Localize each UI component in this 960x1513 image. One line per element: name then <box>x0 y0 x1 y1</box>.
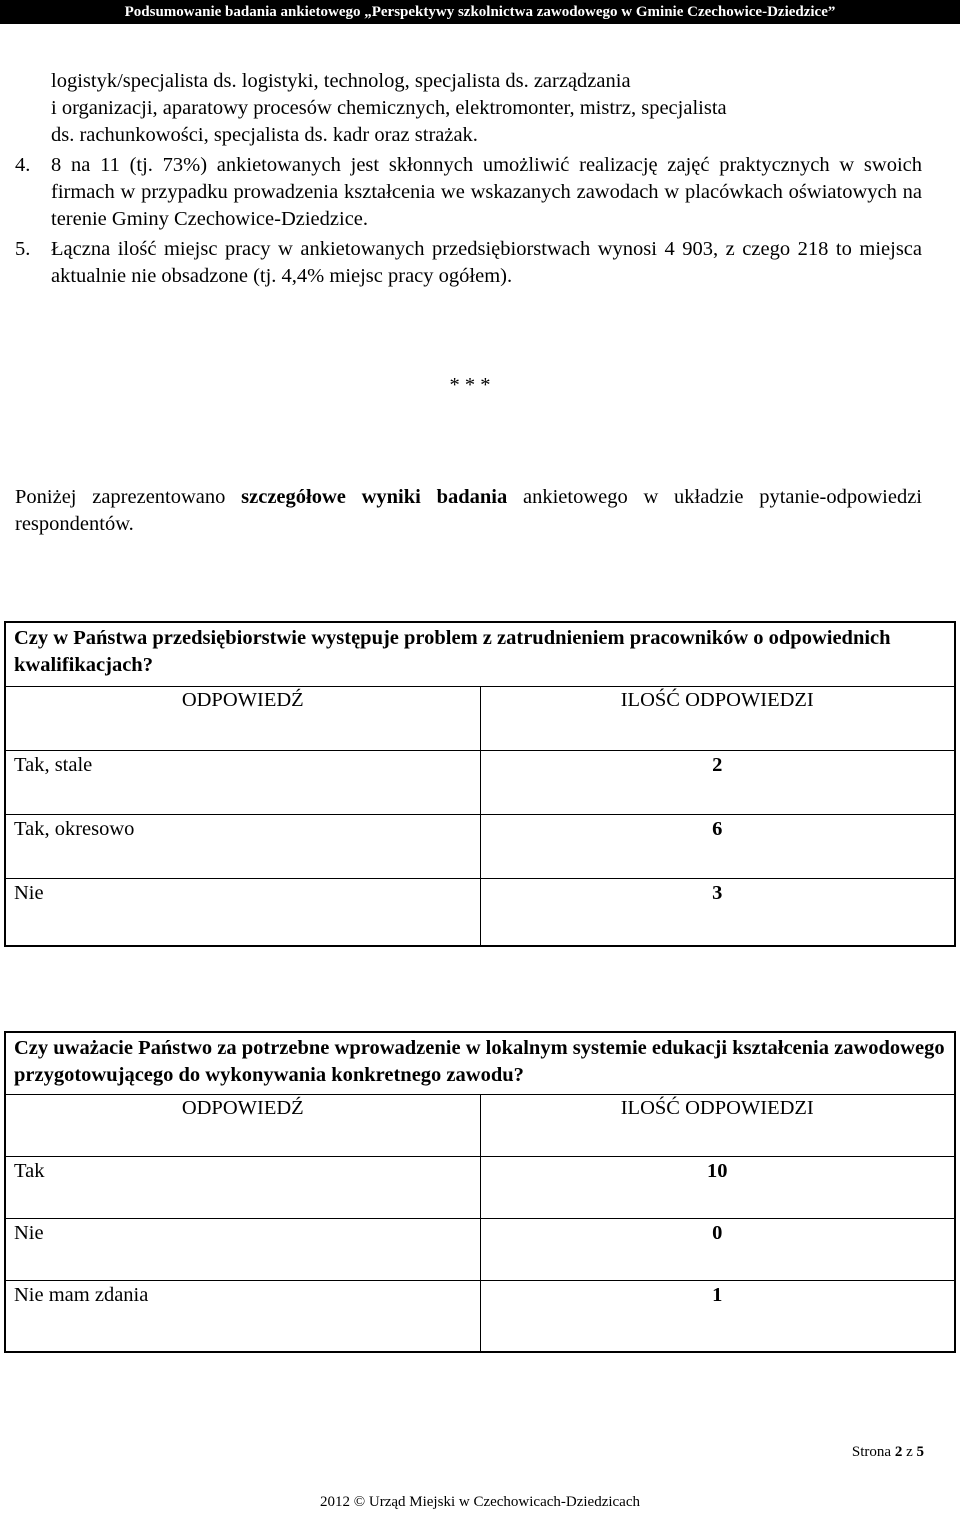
page-total: 5 <box>916 1444 924 1460</box>
findings-continuation-line: i organizacji, aparatowy procesów chemicznych, elektromonter, mistrz, specjalista <box>51 97 727 119</box>
intro-text-before: Poniżej zaprezentowano <box>15 486 242 508</box>
table-row <box>5 878 955 946</box>
finding-text: Łączna ilość miejsc pracy w ankietowanych przedsiębiorstwach wynosi 4 903, z czego 218 to miejsca aktualnie nie obsadzone (tj. 4,4% miejsc pracy ogółem). <box>51 238 922 287</box>
count-cell: 3 <box>480 878 955 946</box>
finding-number: 5. <box>15 238 31 260</box>
count-cell: 6 <box>480 814 955 878</box>
table-row <box>5 1280 955 1352</box>
table-row <box>5 1218 955 1280</box>
survey-question: Czy uważacie Państwo za potrzebne wprowadzenie w lokalnym systemie edukacji kształcenia zawodowego przygotowującego do wykonywania konkretnego zawodu? <box>5 1032 955 1094</box>
intro-text-after: ankietowego w układzie pytanie-odpowiedzi respondentów. <box>15 486 922 535</box>
survey-question: Czy w Państwa przedsiębiorstwie występuje problem z zatrudnieniem pracowników o odpowiednich kwalifikacjach? <box>5 622 955 686</box>
page-current: 2 <box>894 1444 903 1460</box>
finding-number: 4. <box>15 154 31 176</box>
page-of: z <box>906 1444 913 1460</box>
count-cell: 0 <box>480 1218 955 1280</box>
answer-cell: Nie <box>5 1218 480 1280</box>
footer-text: 2012 © Urząd Miejski w Czechowicach-Dziedzicach <box>319 1494 641 1510</box>
count-cell: 2 <box>480 750 955 814</box>
findings-continuation-line: ds. rachunkowości, specjalista ds. kadr oraz strażak. <box>51 124 478 146</box>
intro-text-bold: szczegółowe wyniki badania <box>241 486 508 508</box>
column-header-count: ILOŚĆ ODPOWIEDZI <box>480 686 955 750</box>
column-header-answer: ODPOWIEDŹ <box>5 1094 480 1156</box>
answer-cell: Tak <box>5 1156 480 1218</box>
count-cell: 10 <box>480 1156 955 1218</box>
table-row <box>5 814 955 878</box>
answer-cell: Nie mam zdania <box>5 1280 480 1352</box>
page-label: Strona <box>851 1444 892 1460</box>
survey-table-staffing-problem <box>4 621 956 947</box>
count-cell: 1 <box>480 1280 955 1352</box>
answer-cell: Tak, okresowo <box>5 814 480 878</box>
document-footer <box>0 1494 960 1511</box>
table-row <box>5 1156 955 1218</box>
findings-continuation-line: logistyk/specjalista ds. logistyki, technolog, specjalista ds. zarządzania <box>51 70 631 92</box>
answer-cell: Nie <box>5 878 480 946</box>
header-title: Podsumowanie badania ankietowego „Perspektywy szkolnictwa zawodowego w Gminie Czechowice-Dziedzice” <box>124 4 836 20</box>
table-row <box>5 750 955 814</box>
finding-text: 8 na 11 (tj. 73%) ankietowanych jest skłonnych umożliwić realizację zajęć praktycznych w swoich firmach w przypadku prowadzenia kształcenia we wskazanych zawodach w placówkach oświatowych na terenie Gminy Czechowice-Dziedzice. <box>51 154 922 230</box>
column-header-count: ILOŚĆ ODPOWIEDZI <box>480 1094 955 1156</box>
answer-cell: Tak, stale <box>5 750 480 814</box>
document-header <box>0 0 960 24</box>
section-separator: * * * <box>449 374 491 396</box>
results-intro-paragraph <box>15 484 922 538</box>
survey-table-vocational-education <box>4 1031 956 1353</box>
column-header-answer: ODPOWIEDŹ <box>5 686 480 750</box>
page-number <box>852 1444 924 1461</box>
